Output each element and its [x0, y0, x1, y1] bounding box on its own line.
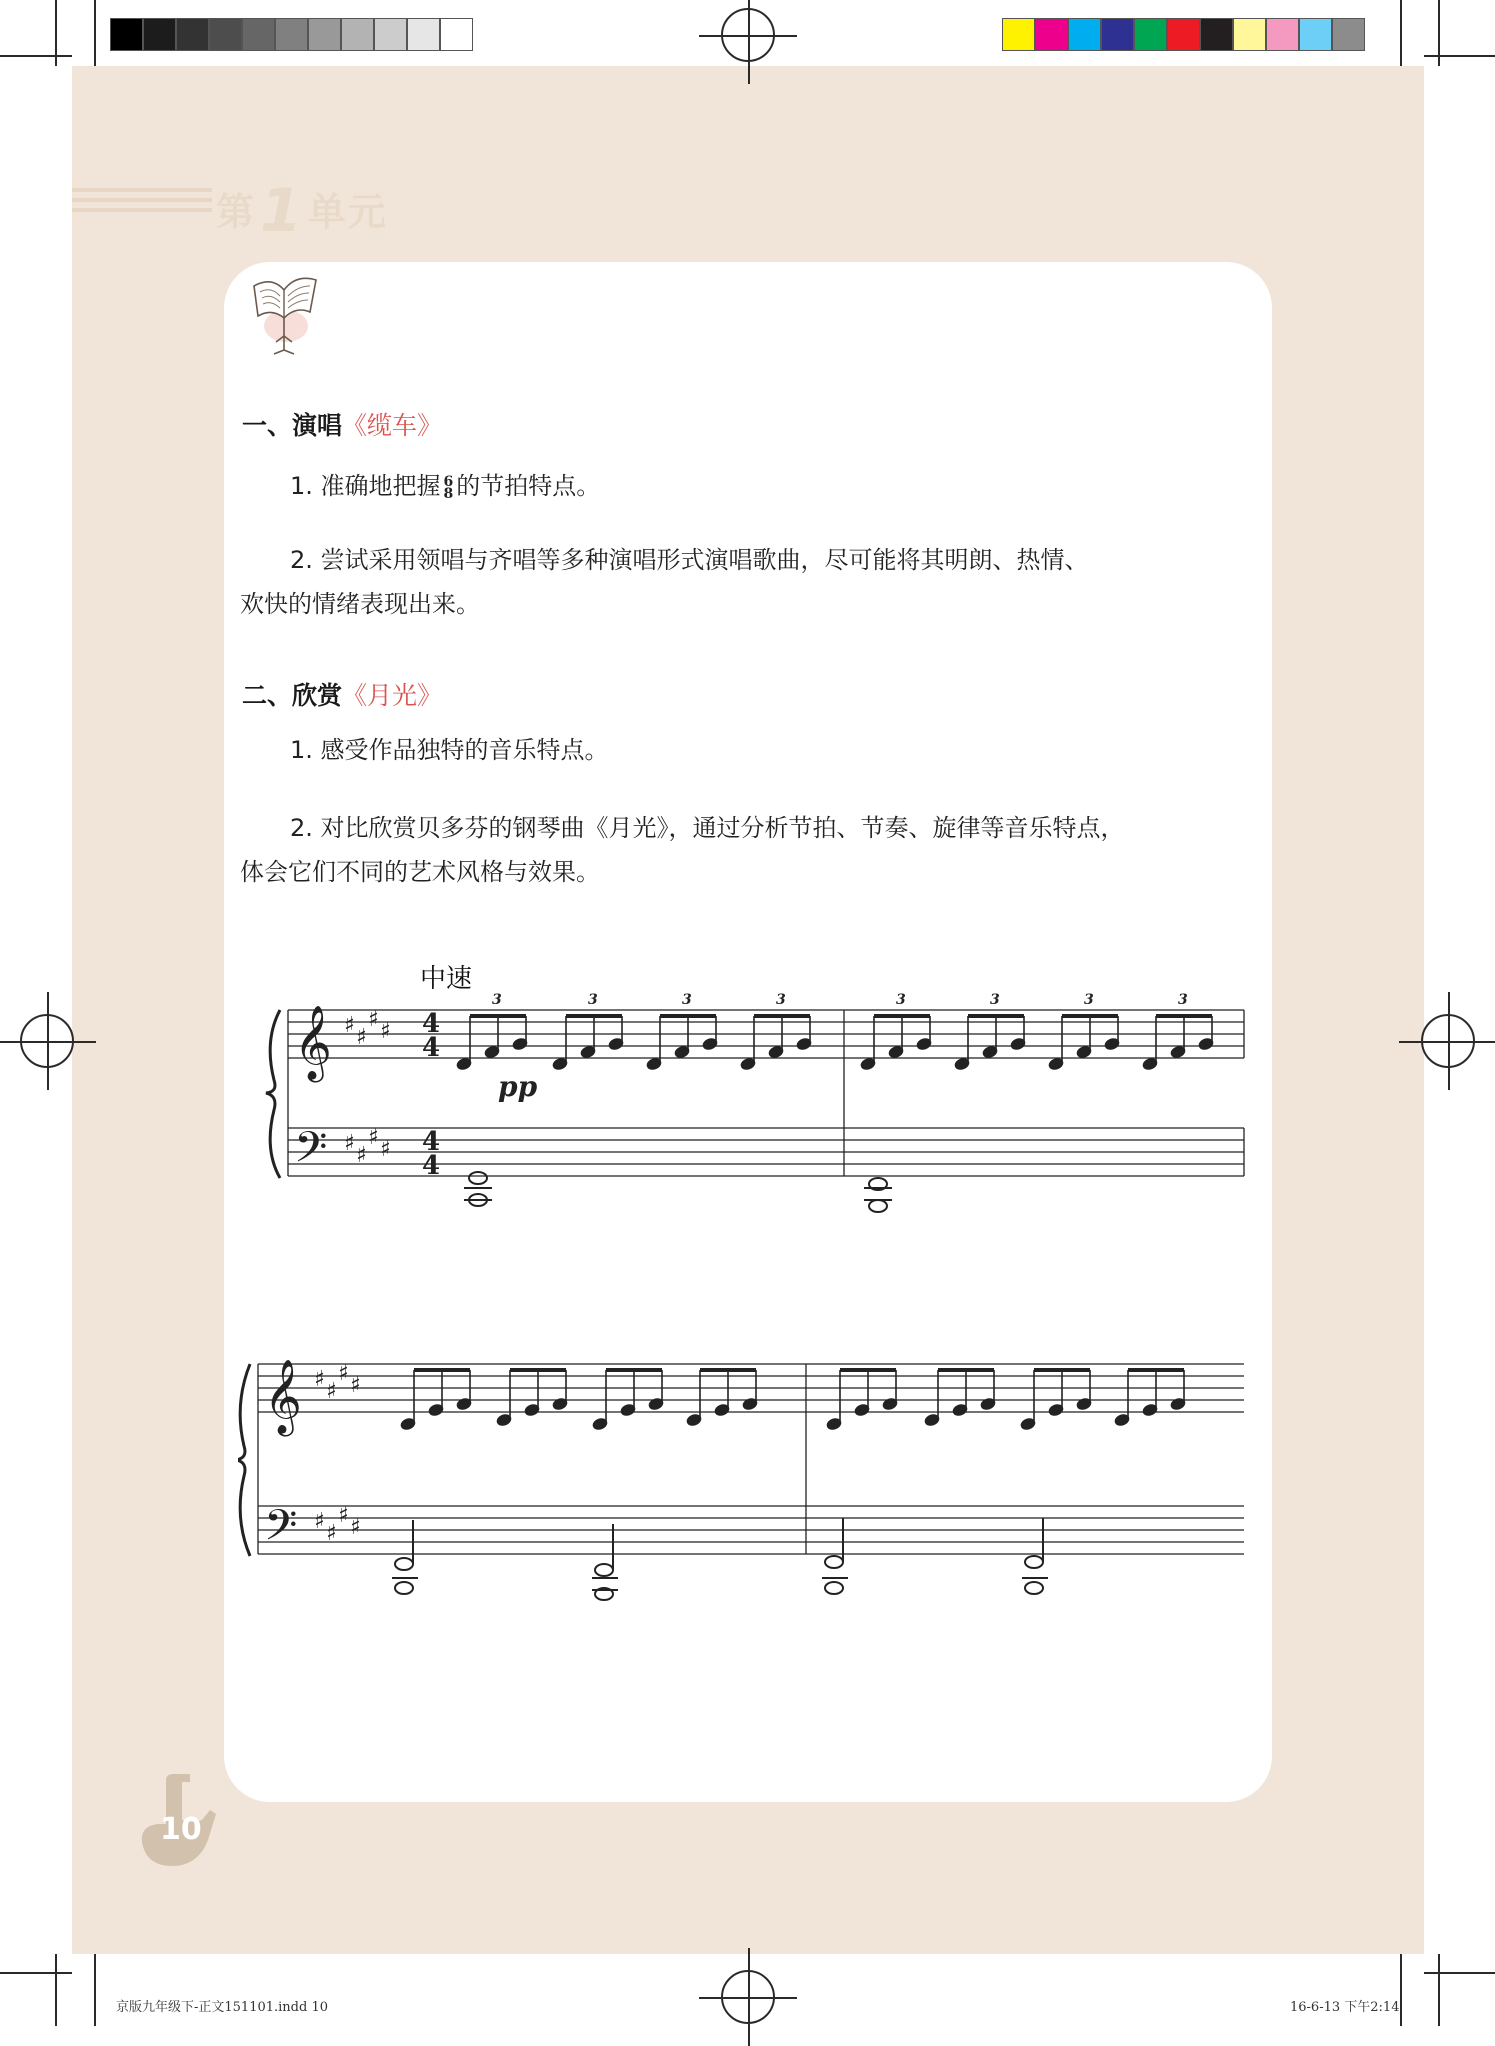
header-stripe	[72, 208, 212, 212]
crop-mark	[1400, 1954, 1402, 2026]
svg-text:♯: ♯	[314, 1509, 325, 1534]
time-signature-top: 4	[422, 1127, 441, 1157]
svg-text:♯: ♯	[326, 1521, 337, 1546]
triplet-marker: 3	[896, 992, 906, 1008]
unit-suffix: 单元	[307, 190, 388, 234]
crop-mark	[1424, 1972, 1495, 1974]
header-stripe	[72, 198, 212, 202]
registration-mark-bottom	[721, 1970, 775, 2024]
section1-title-prefix: 一、演唱	[242, 411, 343, 440]
score-system-1	[238, 980, 1260, 1240]
dynamic-marking: pp	[498, 1070, 538, 1103]
svg-text:♯: ♯	[344, 1131, 355, 1156]
crop-mark	[0, 55, 72, 57]
crop-mark	[55, 0, 57, 66]
crop-mark	[0, 1972, 72, 1974]
open-book-stand-icon	[244, 266, 324, 356]
crop-mark	[94, 1954, 96, 2026]
tempo-marking: 中速	[420, 964, 473, 994]
time-signature-6-8: 6 8	[443, 474, 454, 502]
triplet-marker: 3	[588, 992, 598, 1008]
crop-mark	[55, 1954, 57, 2026]
section1-item2-line2: 欢快的情绪表现出来。	[240, 590, 480, 618]
svg-text:♯: ♯	[380, 1137, 391, 1162]
crop-mark	[1400, 0, 1402, 66]
svg-text:♯: ♯	[368, 1007, 379, 1032]
svg-text:𝄞: 𝄞	[264, 1360, 302, 1434]
section2-item2-line1: 2. 对比欣赏贝多芬的钢琴曲《月光》，通过分析节拍、节奏、旋律等音乐特点，	[290, 814, 1125, 842]
registration-mark-left	[20, 1014, 74, 1068]
svg-text:♯: ♯	[380, 1019, 391, 1044]
svg-text:♯: ♯	[356, 1143, 367, 1168]
svg-text:♯: ♯	[344, 1013, 355, 1038]
triplet-marker: 3	[492, 992, 502, 1008]
page-number: 10	[160, 1812, 202, 1847]
svg-text:𝄞: 𝄞	[294, 1006, 332, 1080]
section2-work-title: 《月光》	[342, 681, 443, 710]
svg-text:♯: ♯	[350, 1515, 361, 1540]
time-signature-top: 4	[422, 1009, 441, 1039]
footer-slug-left: 京版九年级下-正文151101.indd 10	[116, 2000, 328, 2015]
crop-mark	[1424, 55, 1495, 57]
svg-text:𝄢: 𝄢	[294, 1123, 328, 1183]
crop-mark	[94, 0, 96, 66]
svg-text:♯: ♯	[350, 1373, 361, 1398]
unit-prefix: 第	[216, 190, 257, 234]
section1-title	[242, 406, 442, 442]
crop-mark	[1438, 0, 1440, 66]
footer-slug-right: 16-6-13 下午2:14	[1290, 2000, 1400, 2015]
section1-item1	[290, 464, 600, 508]
triplet-marker: 3	[990, 992, 1000, 1008]
section2-item1: 1. 感受作品独特的音乐特点。	[290, 736, 609, 764]
section2-title	[242, 676, 442, 712]
crop-mark	[1438, 1954, 1440, 2026]
svg-text:♯: ♯	[326, 1379, 337, 1404]
triplet-marker: 3	[682, 992, 692, 1008]
section1-work-title: 《缆车》	[342, 411, 443, 440]
time-signature-bottom: 4	[422, 1033, 441, 1063]
svg-text:♯: ♯	[338, 1361, 349, 1386]
svg-text:♯: ♯	[338, 1503, 349, 1528]
svg-text:𝄢: 𝄢	[264, 1501, 298, 1561]
time-signature-bottom: 4	[422, 1151, 441, 1181]
header-stripe	[72, 188, 212, 192]
svg-text:♯: ♯	[314, 1367, 325, 1392]
section2-title-prefix: 二、欣赏	[242, 681, 343, 710]
registration-mark-top	[721, 8, 775, 62]
unit-title	[216, 176, 388, 246]
section1-item2-line1: 2. 尝试采用领唱与齐唱等多种演唱形式演唱歌曲，尽可能将其明朗、热情、	[290, 546, 1089, 574]
svg-text:♯: ♯	[368, 1125, 379, 1150]
registration-mark-right	[1421, 1014, 1475, 1068]
score-system-2	[238, 1334, 1260, 1624]
section1-item1-prefix: 1. 准确地把握	[290, 472, 441, 500]
triplet-marker: 3	[776, 992, 786, 1008]
triplet-marker: 3	[1178, 992, 1188, 1008]
section2-item2-line2: 体会它们不同的艺术风格与效果。	[240, 858, 600, 886]
triplet-marker: 3	[1084, 992, 1094, 1008]
svg-text:♯: ♯	[356, 1025, 367, 1050]
unit-number: 1	[260, 176, 304, 246]
section1-item1-suffix: 的节拍特点。	[456, 472, 601, 500]
